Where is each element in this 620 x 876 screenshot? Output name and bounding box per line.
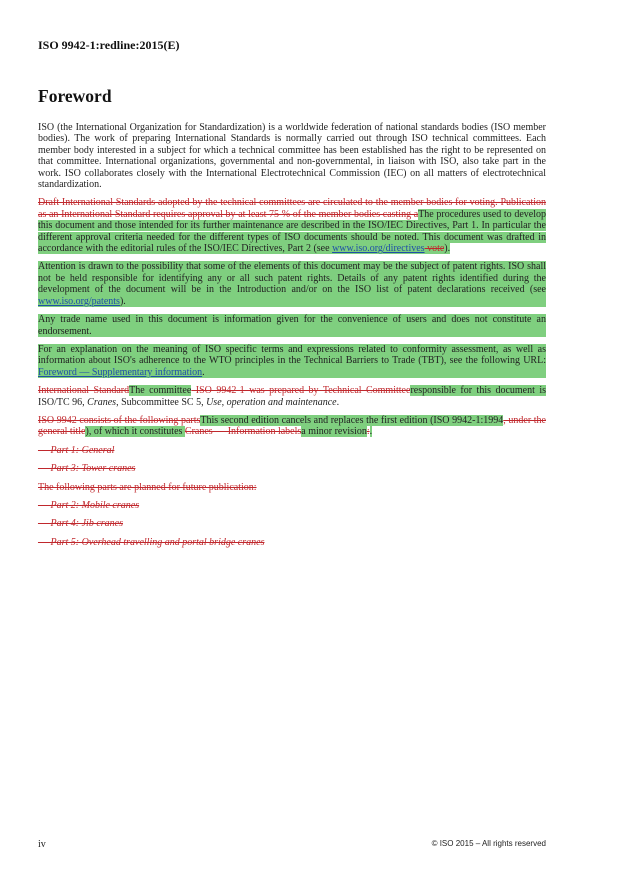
plain-text: .	[336, 396, 340, 408]
inserted-text: The procedures used to develop this document and those intended for its further maintenance are described in the ISO/IEC Directives, Part 1. In particular the different approval criteria needed for the different types of ISO documents should be noted. This document was drafted in accordance with the editorial rules of the ISO/IEC Directives, Part 2 (see	[38, 208, 546, 255]
deleted-text: , under the general title	[38, 414, 546, 438]
paragraph-trade-name: Any trade name used in this document is information given for the convenience of users and does not constitute an endorsement.	[38, 314, 546, 337]
patents-link[interactable]: www.iso.org/patents	[38, 295, 120, 307]
inserted-text: ), of which it constitutes	[85, 426, 185, 438]
deleted-text: Cranes — Information labels	[184, 426, 302, 438]
plain-text: , Subcommittee SC 5,	[116, 396, 207, 408]
page-title: Foreword	[38, 86, 112, 106]
patents-end: ).	[119, 295, 126, 307]
paragraph-committee	[38, 385, 546, 408]
dash: —	[38, 518, 48, 530]
part-label: Part 2: Mobile cranes	[50, 499, 140, 511]
dash: —	[38, 499, 48, 511]
italic-text: Cranes	[87, 396, 117, 408]
paragraph-procedures	[38, 197, 546, 254]
inserted-text: This second edition cancels and replaces the first edition (ISO 9942-1:1994	[200, 414, 504, 426]
inserted-text: The committee	[129, 385, 192, 397]
list-item	[38, 537, 546, 548]
list-item	[38, 500, 546, 511]
page-number: iv	[38, 839, 46, 850]
plain-text: ISO/TC 96,	[38, 396, 88, 408]
inserted-text: responsible for this document is	[410, 385, 547, 397]
planned-parts-note: The following parts are planned for future publication:	[38, 481, 257, 493]
dash: —	[38, 444, 48, 456]
paragraph-iso-intro: ISO (the International Organization for Standardization) is a worldwide federation of national standards bodies (ISO member bodies). The work of preparing International Standards is normally carried out through ISO technical committees. Each member body interested in a subject for which a technical committee has been established has the right to be represented on that committee. International organizations, governmental and non-governmental, in liaison with ISO, also take part in the work. ISO collaborates closely with the International Electrotechnical Commission (IEC) on all matters of electrotechnical standardization.	[38, 122, 546, 191]
supplementary-info-link[interactable]: Foreword — Supplementary information	[38, 366, 203, 378]
deleted-text: ISO 9942-1 was prepared by Technical Committee	[191, 385, 411, 397]
list-item	[38, 518, 546, 529]
patents-text: Attention is drawn to the possibility that some of the elements of this document may be the subject of patent rights. ISO shall not be held responsible for identifying any or all such patent rights. Details of any patent rights identified during the development of the document will be in the Introduction and/or on the ISO list of patent declarations received (see	[38, 261, 546, 296]
part-label: Part 3: Tower cranes	[50, 463, 136, 475]
copyright-notice: © ISO 2015 – All rights reserved	[431, 839, 546, 848]
dash: —	[38, 536, 48, 548]
italic-text: Use, operation and maintenance	[206, 396, 337, 408]
part-label: Part 1: General	[50, 444, 115, 456]
tbt-end: .	[202, 366, 205, 378]
paragraph-edition	[38, 415, 546, 438]
tbt-text: For an explanation on the meaning of ISO specific terms and expressions related to conformity assessment, as well as information about ISO's adherence to the WTO principles in the Technical Barriers to Trade (TBT), see the following URL:	[38, 343, 546, 367]
paragraph-tbt	[38, 344, 546, 378]
part-label: Part 5: Overhead travelling and portal bridge cranes	[50, 536, 265, 548]
paragraph-patents	[38, 261, 546, 307]
document-header: ISO 9942-1:redline:2015(E)	[38, 38, 180, 52]
inserted-text: ).	[444, 243, 451, 255]
deleted-text: :	[366, 426, 370, 438]
directives-link[interactable]: www.iso.org/directives	[332, 243, 425, 255]
dash: —	[38, 463, 48, 475]
list-item	[38, 463, 546, 474]
deleted-text: Draft International Standards adopted by the technical committees are circulated to the member bodies for voting. Publication as an International Standard requires approval by at least 75 % of the member bodies casting a	[38, 197, 546, 220]
deleted-text: International Standard	[38, 385, 130, 397]
deleted-text: ISO 9942 consists of the following parts	[38, 414, 201, 426]
inserted-text: a minor revision	[301, 426, 367, 438]
foreword-body	[38, 122, 546, 555]
part-label: Part 4: Jib cranes	[50, 518, 123, 530]
inserted-text: .	[369, 426, 373, 438]
list-item	[38, 445, 546, 456]
deleted-text: vote	[424, 243, 445, 255]
